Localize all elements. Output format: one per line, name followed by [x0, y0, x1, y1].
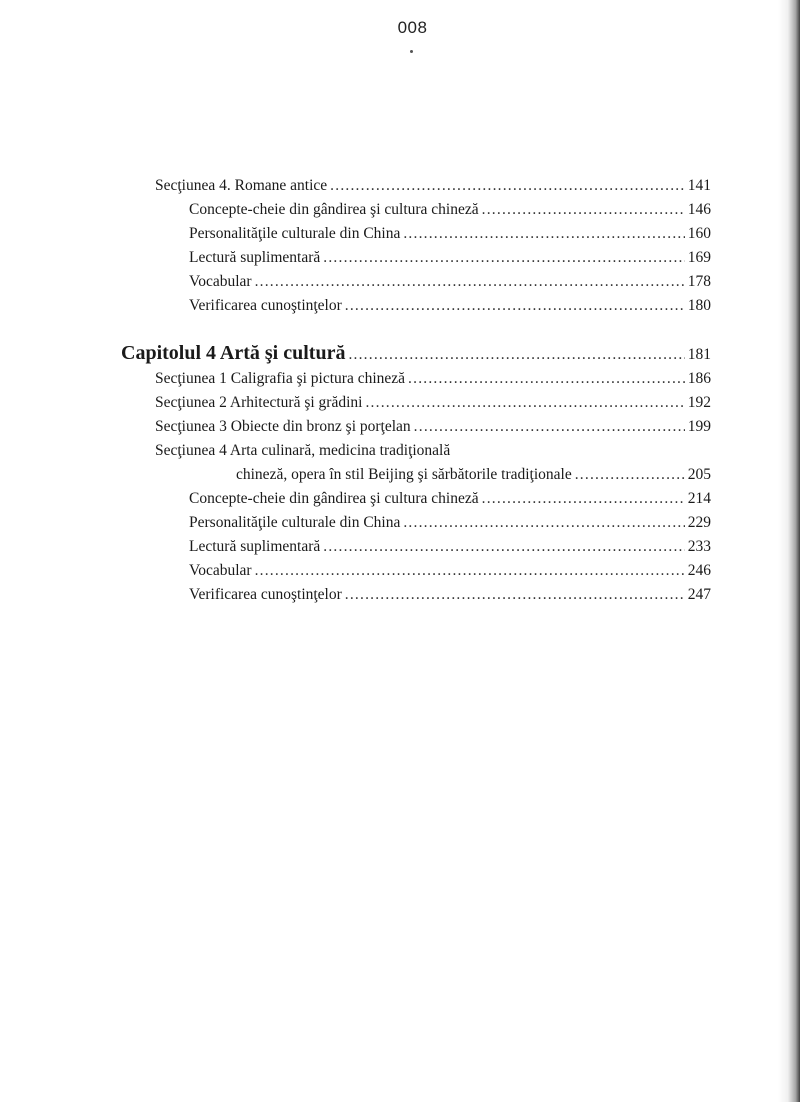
toc-entry-personalitati[interactable] — [155, 222, 711, 246]
toc-entry-page: 214 — [687, 490, 711, 507]
toc-entry-label: Vocabular — [189, 273, 252, 290]
dot-leader — [323, 535, 684, 559]
page-edge-shadow — [778, 0, 800, 1102]
toc-entry-label: Concepte-cheie din gândirea şi cultura chineză — [189, 490, 479, 507]
dot-leader — [330, 174, 685, 198]
toc-group-section-4 — [155, 174, 711, 318]
toc-group-chapter-4 — [121, 339, 711, 607]
toc-entry-page: 186 — [687, 370, 711, 387]
toc-entry-obiecte-bronz[interactable] — [155, 415, 711, 439]
table-of-contents — [121, 174, 711, 607]
dot-leader — [255, 270, 685, 294]
dot-leader — [403, 511, 684, 535]
toc-entry-label: Concepte-cheie din gândirea şi cultura chineză — [189, 201, 479, 218]
dot-leader — [345, 583, 685, 607]
toc-entry-romane-antice[interactable] — [155, 174, 711, 198]
toc-entry-label: Verificarea cunoştinţelor — [189, 586, 342, 603]
toc-entry-chapter-4[interactable] — [121, 339, 711, 367]
toc-entry-label: Personalităţile culturale din China — [189, 514, 401, 531]
page-dot-mark — [410, 50, 413, 53]
toc-entry-page: 181 — [687, 346, 711, 363]
toc-entry-page: 229 — [687, 514, 711, 531]
toc-entry-lectura-2[interactable] — [155, 535, 711, 559]
dot-leader — [575, 463, 685, 487]
dot-leader — [323, 246, 684, 270]
toc-entry-personalitati-2[interactable] — [155, 511, 711, 535]
toc-entry-label: Personalităţile culturale din China — [189, 225, 401, 242]
toc-entry-page: 247 — [687, 586, 711, 603]
toc-entry-arta-culinara-line2[interactable] — [155, 463, 711, 487]
toc-entry-page: 199 — [687, 418, 711, 435]
dot-leader — [365, 391, 684, 415]
toc-entry-page: 192 — [687, 394, 711, 411]
toc-entry-page: 180 — [687, 297, 711, 314]
dot-leader — [348, 341, 684, 369]
page-number: 008 — [397, 18, 428, 37]
toc-entry-page: 178 — [687, 273, 711, 290]
dot-leader — [414, 415, 685, 439]
toc-entry-caligrafia[interactable] — [155, 367, 711, 391]
toc-entry-label: chineză, opera în stil Beijing şi sărbătorile tradiţionale — [236, 466, 572, 483]
toc-entry-label: Lectură suplimentară — [189, 538, 321, 555]
toc-entry-page: 205 — [687, 466, 711, 483]
toc-entry-arhitectura[interactable] — [155, 391, 711, 415]
toc-entry-label: Secţiunea 1 Caligrafia şi pictura chineză — [155, 370, 406, 387]
chapter-title: Capitolul 4 Artă şi cultură — [121, 342, 346, 364]
toc-entry-lectura[interactable] — [155, 246, 711, 270]
dot-leader — [482, 487, 685, 511]
dot-leader — [482, 198, 685, 222]
toc-entry-label: Secţiunea 4. Romane antice — [155, 177, 328, 194]
toc-entry-page: 141 — [687, 177, 711, 194]
toc-entry-label: Verificarea cunoştinţelor — [189, 297, 342, 314]
toc-entry-verificarea[interactable] — [155, 294, 711, 318]
toc-entry-arta-culinara-line1[interactable]: Secţiunea 4 Arta culinară, medicina tradiţională — [155, 442, 451, 459]
toc-entry-page: 233 — [687, 538, 711, 555]
toc-entry-page: 246 — [687, 562, 711, 579]
toc-entry-concepte-cheie[interactable] — [155, 198, 711, 222]
toc-entry-vocabular[interactable] — [155, 270, 711, 294]
toc-entry-verificarea-2[interactable] — [155, 583, 711, 607]
dot-leader — [403, 222, 684, 246]
dot-leader — [255, 559, 685, 583]
dot-leader — [345, 294, 685, 318]
toc-entry-concepte-cheie-2[interactable] — [155, 487, 711, 511]
toc-entry-vocabular-2[interactable] — [155, 559, 711, 583]
toc-entry-label: Lectură suplimentară — [189, 249, 321, 266]
toc-entry-page: 160 — [687, 225, 711, 242]
toc-entry-page: 146 — [687, 201, 711, 218]
dot-leader — [408, 367, 685, 391]
toc-entry-label: Secţiunea 3 Obiecte din bronz şi porţelan — [155, 418, 411, 435]
toc-entry-page: 169 — [687, 249, 711, 266]
toc-entry-label: Vocabular — [189, 562, 252, 579]
toc-entry-label: Secţiunea 2 Arhitectură şi grădini — [155, 394, 363, 411]
